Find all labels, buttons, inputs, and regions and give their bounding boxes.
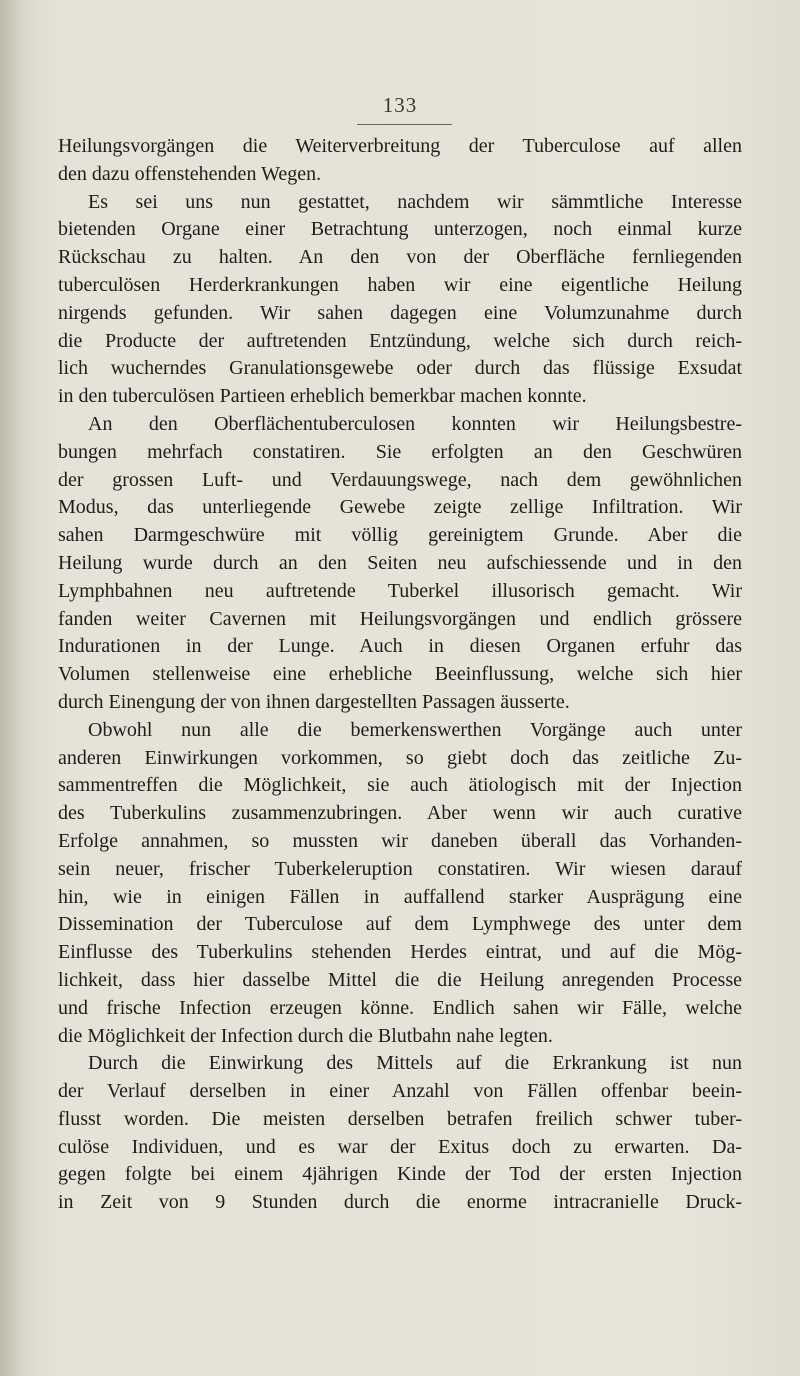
text-line: fanden weiter Cavernen mit Heilungsvorgängen und endlich grössere xyxy=(58,607,742,630)
text-line: Heilungsvorgängen die Weiterverbreitung der Tuberculose auf allen xyxy=(58,135,742,157)
text-line: die Producte der auftretenden Entzündung, welche sich durch reich- xyxy=(58,329,742,352)
text-line: in den tuberculösen Partieen erheblich bemerkbar machen konnte. xyxy=(58,385,587,408)
text-line: Rückschau zu halten. An den von der Oberfläche fernliegenden xyxy=(58,246,742,269)
text-line: anderen Einwirkungen vorkommen, so giebt doch das zeitliche Zu- xyxy=(58,746,742,769)
text-line: Es sei uns nun gestattet, nachdem wir sämmtliche Interesse xyxy=(88,190,742,213)
text-line: Lymphbahnen neu auftretende Tuberkel illusorisch gemacht. Wir xyxy=(58,579,742,602)
text-line: An den Oberflächentuberculosen konnten wir Heilungsbestre- xyxy=(88,412,742,435)
text-line: Volumen stellenweise eine erhebliche Beeinflussung, welche sich hier xyxy=(58,663,742,686)
text-line: gegen folgte bei einem 4jährigen Kinde der Tod der ersten Injection xyxy=(58,1163,742,1186)
text-line: sahen Darmgeschwüre mit völlig gereinigtem Grunde. Aber die xyxy=(58,524,742,547)
page-number-rule xyxy=(357,124,452,125)
page-gutter-shadow xyxy=(0,0,26,1376)
text-line: des Tuberkulins zusammenzubringen. Aber wenn wir auch curative xyxy=(58,802,742,825)
text-line: der Verlauf derselben in einer Anzahl von Fällen offenbar beein- xyxy=(58,1080,742,1103)
text-line: Obwohl nun alle die bemerkenswerthen Vorgänge auch unter xyxy=(88,718,742,741)
text-line: lich wucherndes Granulationsgewebe oder durch das flüssige Exsudat xyxy=(58,357,742,380)
text-line: nirgends gefunden. Wir sahen dagegen eine Volumzunahme durch xyxy=(58,301,742,324)
text-line: die Möglichkeit der Infection durch die Blutbahn nahe legten. xyxy=(58,1024,553,1047)
text-line: tuberculösen Herderkrankungen haben wir eine eigentliche Heilung xyxy=(58,273,742,296)
text-line: den dazu offenstehenden Wegen. xyxy=(58,162,322,185)
text-line: flusst worden. Die meisten derselben betrafen freilich schwer tuber- xyxy=(58,1107,742,1130)
text-line: Heilung wurde durch an den Seiten neu aufschiessende und in den xyxy=(58,551,742,574)
text-line: culöse Individuen, und es war der Exitus doch zu erwarten. Da- xyxy=(58,1135,742,1158)
text-line: hin, wie in einigen Fällen in auffallend starker Ausprägung eine xyxy=(58,885,742,908)
text-line: in Zeit von 9 Stunden durch die enorme intracranielle Druck- xyxy=(58,1191,742,1214)
text-line: Durch die Einwirkung des Mittels auf die Erkrankung ist nun xyxy=(88,1052,742,1075)
text-line: Einflusse des Tuberkulins stehenden Herdes eintrat, und auf die Mög- xyxy=(58,941,742,964)
text-line: Modus, das unterliegende Gewebe zeigte zellige Infiltration. Wir xyxy=(58,496,742,519)
text-line: sein neuer, frischer Tuberkeleruption constatiren. Wir wiesen darauf xyxy=(58,857,742,880)
text-line: Erfolge annahmen, so mussten wir daneben überall das Vorhanden- xyxy=(58,829,742,852)
body-text xyxy=(58,133,742,1217)
text-line: sammentreffen die Möglichkeit, sie auch ätiologisch mit der Injection xyxy=(58,774,742,797)
text-line: bungen mehrfach constatiren. Sie erfolgten an den Geschwüren xyxy=(58,440,742,463)
text-line: lichkeit, dass hier dasselbe Mittel die die Heilung anregenden Processe xyxy=(58,968,742,991)
text-line: bietenden Organe einer Betrachtung unterzogen, noch einmal kurze xyxy=(58,218,742,241)
text-line: Dissemination der Tuberculose auf dem Lymphwege des unter dem xyxy=(58,913,742,936)
text-line: und frische Infection erzeugen könne. Endlich sahen wir Fälle, welche xyxy=(58,996,742,1019)
text-line: durch Einengung der von ihnen dargestellten Passagen äusserte. xyxy=(58,690,570,713)
page-number: 133 xyxy=(382,93,418,117)
text-line: Indurationen in der Lunge. Auch in diesen Organen erfuhr das xyxy=(58,635,742,658)
text-line: der grossen Luft- und Verdauungswege, nach dem gewöhnlichen xyxy=(58,468,742,491)
